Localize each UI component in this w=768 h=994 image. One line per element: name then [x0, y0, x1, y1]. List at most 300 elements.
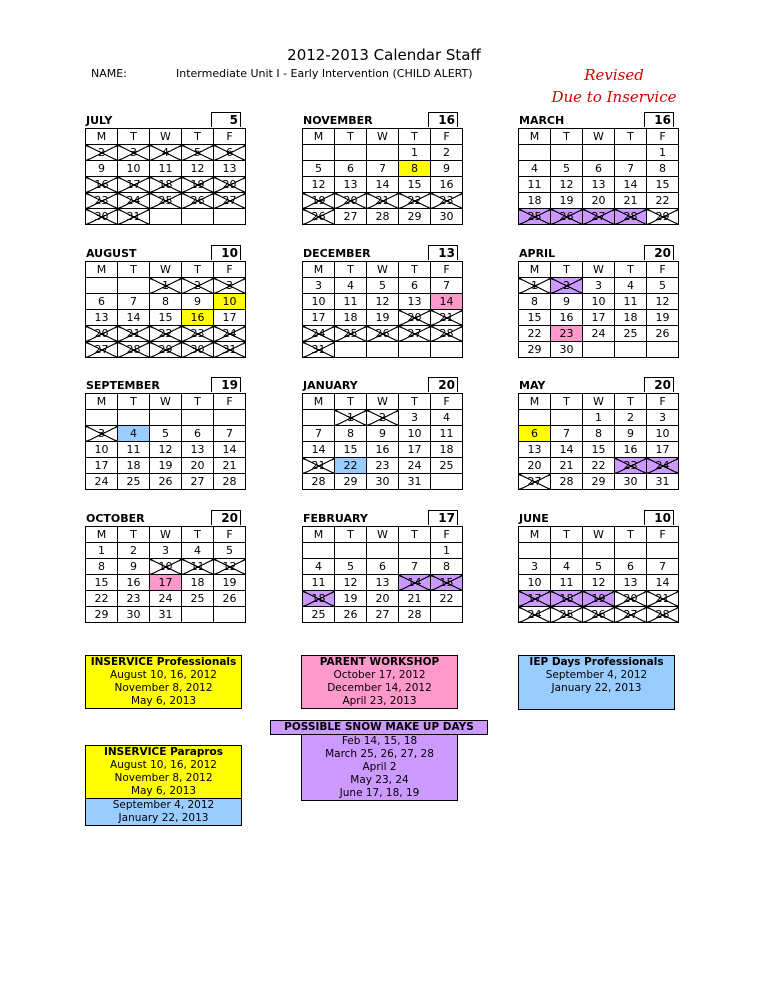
day-cell: 21	[214, 458, 246, 474]
day-cell: 5	[335, 559, 367, 575]
legend-parapros-iep	[86, 798, 241, 825]
day-cell	[214, 209, 246, 225]
day-cell: 31	[647, 474, 679, 490]
day-cell	[647, 342, 679, 358]
weekday-header: T	[615, 129, 647, 145]
day-cell: 27	[583, 209, 615, 225]
revised-note: Revised	[584, 66, 644, 84]
day-cell: 16	[431, 177, 463, 193]
day-cell: 26	[583, 607, 615, 623]
day-cell: 26	[551, 209, 583, 225]
weekday-header: F	[431, 129, 463, 145]
day-cell: 28	[118, 342, 150, 358]
legend-line: January 22, 2013	[551, 682, 642, 694]
day-cell: 6	[615, 559, 647, 575]
week-row	[86, 410, 246, 426]
legend-line: March 25, 26, 27, 28	[325, 748, 434, 760]
day-cell: 26	[647, 326, 679, 342]
day-cell	[615, 543, 647, 559]
day-cell: 27	[335, 209, 367, 225]
month-header	[85, 112, 241, 128]
day-cell: 6	[367, 559, 399, 575]
month-name: SEPTEMBER	[86, 379, 160, 392]
day-cell: 1	[647, 145, 679, 161]
day-cell: 23	[431, 193, 463, 209]
day-cell: 8	[86, 559, 118, 575]
day-cell: 26	[214, 591, 246, 607]
weekday-header: T	[551, 394, 583, 410]
day-cell: 17	[647, 442, 679, 458]
day-cell: 3	[519, 559, 551, 575]
month-day-count: 10	[211, 245, 241, 260]
month-header	[302, 245, 458, 261]
day-cell: 21	[118, 326, 150, 342]
week-row	[86, 326, 246, 342]
day-cell: 9	[182, 294, 214, 310]
weekday-header: T	[551, 262, 583, 278]
month-february	[302, 510, 458, 623]
month-name: MAY	[519, 379, 546, 392]
month-name: JANUARY	[303, 379, 358, 392]
week-row	[519, 145, 679, 161]
day-cell: 25	[519, 209, 551, 225]
day-cell: 19	[583, 591, 615, 607]
weekday-header: T	[551, 527, 583, 543]
day-cell: 15	[647, 177, 679, 193]
day-cell: 29	[399, 209, 431, 225]
day-cell: 12	[182, 161, 214, 177]
week-row	[303, 310, 463, 326]
weekday-header: M	[86, 129, 118, 145]
day-cell: 15	[86, 575, 118, 591]
day-cell: 24	[214, 326, 246, 342]
day-cell: 19	[214, 575, 246, 591]
day-cell: 22	[431, 591, 463, 607]
weekday-header: T	[551, 129, 583, 145]
day-cell: 7	[118, 294, 150, 310]
day-cell: 24	[303, 326, 335, 342]
day-cell: 24	[647, 458, 679, 474]
weekday-header: T	[118, 129, 150, 145]
day-cell: 21	[431, 310, 463, 326]
week-row	[519, 575, 679, 591]
weekday-header: W	[367, 262, 399, 278]
week-row	[519, 543, 679, 559]
day-cell: 16	[118, 575, 150, 591]
day-cell: 8	[335, 426, 367, 442]
day-cell: 18	[519, 193, 551, 209]
day-cell: 4	[303, 559, 335, 575]
day-cell: 12	[214, 559, 246, 575]
day-cell: 9	[615, 426, 647, 442]
day-cell: 6	[335, 161, 367, 177]
weekday-header: W	[150, 129, 182, 145]
month-september	[85, 377, 241, 490]
week-row	[303, 543, 463, 559]
day-cell: 21	[647, 591, 679, 607]
month-grid	[85, 526, 246, 623]
month-day-count: 20	[644, 377, 674, 392]
day-cell: 26	[335, 607, 367, 623]
week-row	[86, 543, 246, 559]
day-cell: 20	[583, 193, 615, 209]
day-cell: 12	[551, 177, 583, 193]
week-row	[519, 559, 679, 575]
month-august	[85, 245, 241, 358]
day-cell: 14	[615, 177, 647, 193]
weekday-header: F	[431, 527, 463, 543]
weekday-header: W	[367, 527, 399, 543]
day-cell: 4	[150, 145, 182, 161]
day-cell: 7	[367, 161, 399, 177]
weekday-header: T	[399, 394, 431, 410]
day-cell: 10	[303, 294, 335, 310]
day-cell: 2	[118, 543, 150, 559]
legend-inservice-professionals	[85, 655, 242, 709]
day-cell	[150, 410, 182, 426]
day-cell: 28	[214, 474, 246, 490]
day-cell: 11	[431, 426, 463, 442]
week-row	[519, 342, 679, 358]
day-cell: 2	[367, 410, 399, 426]
day-cell: 5	[303, 161, 335, 177]
day-cell: 20	[214, 177, 246, 193]
day-cell: 13	[182, 442, 214, 458]
day-cell: 15	[335, 442, 367, 458]
day-cell: 12	[583, 575, 615, 591]
month-day-count: 10	[644, 510, 674, 525]
weekday-header: T	[335, 262, 367, 278]
day-cell: 10	[647, 426, 679, 442]
day-cell: 19	[367, 310, 399, 326]
day-cell: 18	[150, 177, 182, 193]
weekday-header: T	[182, 262, 214, 278]
day-cell: 27	[182, 474, 214, 490]
week-row	[86, 310, 246, 326]
day-cell	[399, 543, 431, 559]
weekday-header: F	[431, 262, 463, 278]
weekday-header: M	[519, 394, 551, 410]
day-cell	[367, 543, 399, 559]
day-cell: 20	[519, 458, 551, 474]
day-cell: 10	[150, 559, 182, 575]
month-day-count: 16	[644, 112, 674, 127]
month-name: MARCH	[519, 114, 565, 127]
day-cell: 5	[150, 426, 182, 442]
legend-title: PARENT WORKSHOP	[319, 656, 440, 668]
day-cell: 11	[615, 294, 647, 310]
legend-line: August 10, 16, 2012	[110, 759, 217, 771]
day-cell: 31	[303, 342, 335, 358]
day-cell: 21	[303, 458, 335, 474]
day-cell: 3	[86, 426, 118, 442]
day-cell: 9	[551, 294, 583, 310]
week-row	[86, 575, 246, 591]
weekday-header: M	[86, 262, 118, 278]
day-cell: 10	[519, 575, 551, 591]
day-cell: 1	[86, 543, 118, 559]
legend-line: May 23, 24	[350, 774, 409, 786]
day-cell: 23	[367, 458, 399, 474]
weekday-header: M	[86, 527, 118, 543]
month-day-count: 20	[644, 245, 674, 260]
day-cell: 17	[583, 310, 615, 326]
day-cell: 13	[615, 575, 647, 591]
day-cell: 29	[86, 607, 118, 623]
day-cell: 18	[182, 575, 214, 591]
day-cell: 9	[86, 161, 118, 177]
day-cell: 12	[150, 442, 182, 458]
month-grid	[518, 128, 679, 225]
day-cell: 28	[647, 607, 679, 623]
name-value: Intermediate Unit I - Early Intervention (CHILD ALERT)	[176, 67, 473, 80]
day-cell: 16	[551, 310, 583, 326]
day-cell: 12	[303, 177, 335, 193]
day-cell: 5	[367, 278, 399, 294]
day-cell: 20	[182, 458, 214, 474]
month-header	[302, 377, 458, 393]
week-row	[303, 575, 463, 591]
day-cell	[335, 145, 367, 161]
week-row	[519, 426, 679, 442]
day-cell: 6	[399, 278, 431, 294]
day-cell: 19	[647, 310, 679, 326]
day-cell: 20	[86, 326, 118, 342]
day-cell: 26	[303, 209, 335, 225]
day-cell: 4	[519, 161, 551, 177]
day-cell: 12	[367, 294, 399, 310]
day-cell: 7	[551, 426, 583, 442]
day-cell: 7	[399, 559, 431, 575]
day-cell: 16	[86, 177, 118, 193]
day-cell: 27	[86, 342, 118, 358]
day-cell: 17	[303, 310, 335, 326]
legend-line: Feb 14, 15, 18	[341, 735, 418, 747]
day-cell: 23	[118, 591, 150, 607]
day-cell: 14	[399, 575, 431, 591]
day-cell: 6	[182, 426, 214, 442]
weekday-header: T	[399, 129, 431, 145]
day-cell: 1	[399, 145, 431, 161]
week-row	[519, 177, 679, 193]
day-cell: 11	[303, 575, 335, 591]
day-cell: 22	[86, 591, 118, 607]
day-cell: 6	[519, 426, 551, 442]
day-cell: 31	[399, 474, 431, 490]
month-day-count: 13	[428, 245, 458, 260]
day-cell: 11	[118, 442, 150, 458]
legend-iep-days	[518, 655, 675, 710]
day-cell: 4	[335, 278, 367, 294]
day-cell: 24	[118, 193, 150, 209]
day-cell	[583, 145, 615, 161]
day-cell	[335, 543, 367, 559]
week-row	[303, 326, 463, 342]
day-cell	[367, 342, 399, 358]
day-cell: 26	[182, 193, 214, 209]
day-cell	[367, 145, 399, 161]
day-cell: 5	[551, 161, 583, 177]
day-cell: 22	[583, 458, 615, 474]
day-cell: 15	[150, 310, 182, 326]
day-cell	[519, 145, 551, 161]
week-row	[519, 209, 679, 225]
week-row	[519, 294, 679, 310]
day-cell: 17	[150, 575, 182, 591]
month-december	[302, 245, 458, 358]
day-cell: 18	[615, 310, 647, 326]
legend-title: INSERVICE Parapros	[103, 746, 223, 758]
month-grid	[518, 261, 679, 358]
week-row	[519, 607, 679, 623]
day-cell: 27	[367, 607, 399, 623]
month-header	[518, 510, 674, 526]
weekday-header: T	[615, 394, 647, 410]
day-cell: 17	[86, 458, 118, 474]
day-cell: 25	[335, 326, 367, 342]
day-cell: 25	[182, 591, 214, 607]
day-cell: 1	[583, 410, 615, 426]
day-cell: 30	[118, 607, 150, 623]
day-cell: 25	[431, 458, 463, 474]
month-november	[302, 112, 458, 225]
weekday-header: T	[399, 527, 431, 543]
day-cell: 11	[150, 161, 182, 177]
weekday-header: W	[583, 262, 615, 278]
day-cell: 13	[335, 177, 367, 193]
day-cell	[214, 607, 246, 623]
weekday-header: W	[583, 527, 615, 543]
week-row	[86, 458, 246, 474]
day-cell: 1	[150, 278, 182, 294]
weekday-header: F	[214, 262, 246, 278]
day-cell: 1	[519, 278, 551, 294]
day-cell: 27	[399, 326, 431, 342]
week-row	[303, 442, 463, 458]
day-cell: 11	[519, 177, 551, 193]
legend-title: IEP Days Professionals	[529, 656, 664, 668]
weekday-header: F	[431, 394, 463, 410]
day-cell	[86, 410, 118, 426]
name-label: NAME:	[91, 67, 127, 80]
day-cell	[551, 145, 583, 161]
week-row	[303, 161, 463, 177]
day-cell: 5	[583, 559, 615, 575]
day-cell: 16	[615, 442, 647, 458]
week-row	[86, 426, 246, 442]
day-cell: 4	[551, 559, 583, 575]
weekday-header: W	[150, 527, 182, 543]
day-cell: 24	[150, 591, 182, 607]
day-cell: 22	[647, 193, 679, 209]
day-cell: 15	[431, 575, 463, 591]
day-cell: 11	[182, 559, 214, 575]
legend-line: October 17, 2012	[333, 669, 426, 681]
day-cell: 19	[551, 193, 583, 209]
day-cell: 16	[367, 442, 399, 458]
day-cell: 8	[399, 161, 431, 177]
day-cell: 25	[615, 326, 647, 342]
week-row	[519, 278, 679, 294]
week-row	[86, 442, 246, 458]
day-cell: 30	[431, 209, 463, 225]
day-cell: 2	[615, 410, 647, 426]
week-row	[519, 458, 679, 474]
day-cell: 8	[431, 559, 463, 575]
day-cell: 2	[431, 145, 463, 161]
day-cell: 23	[182, 326, 214, 342]
day-cell: 6	[583, 161, 615, 177]
day-cell: 6	[214, 145, 246, 161]
month-day-count: 5	[211, 112, 241, 127]
legend-line: November 8, 2012	[114, 772, 213, 784]
day-cell	[182, 410, 214, 426]
day-cell: 19	[182, 177, 214, 193]
day-cell	[335, 342, 367, 358]
day-cell: 29	[150, 342, 182, 358]
weekday-header: T	[182, 129, 214, 145]
week-row	[303, 209, 463, 225]
month-header	[85, 377, 241, 393]
month-header	[85, 510, 241, 526]
day-cell: 30	[551, 342, 583, 358]
month-april	[518, 245, 674, 358]
day-cell	[303, 145, 335, 161]
month-name: OCTOBER	[86, 512, 145, 525]
month-grid	[85, 128, 246, 225]
day-cell: 31	[118, 209, 150, 225]
day-cell: 16	[182, 310, 214, 326]
week-row	[303, 278, 463, 294]
week-row	[86, 607, 246, 623]
legend-snow-title: POSSIBLE SNOW MAKE UP DAYS	[270, 720, 488, 735]
day-cell: 3	[303, 278, 335, 294]
day-cell: 17	[214, 310, 246, 326]
day-cell: 24	[399, 458, 431, 474]
day-cell: 24	[583, 326, 615, 342]
day-cell: 5	[182, 145, 214, 161]
legend-line: June 17, 18, 19	[339, 787, 420, 799]
month-name: FEBRUARY	[303, 512, 368, 525]
day-cell: 18	[335, 310, 367, 326]
day-cell: 9	[118, 559, 150, 575]
week-row	[303, 193, 463, 209]
weekday-header: T	[118, 262, 150, 278]
day-cell: 7	[431, 278, 463, 294]
weekday-header: M	[519, 527, 551, 543]
day-cell	[583, 342, 615, 358]
day-cell	[431, 607, 463, 623]
day-cell: 10	[399, 426, 431, 442]
week-row	[303, 177, 463, 193]
day-cell	[182, 607, 214, 623]
month-july	[85, 112, 241, 225]
day-cell: 28	[431, 326, 463, 342]
week-row	[519, 310, 679, 326]
day-cell: 8	[519, 294, 551, 310]
weekday-header: F	[647, 262, 679, 278]
day-cell: 14	[551, 442, 583, 458]
day-cell: 14	[367, 177, 399, 193]
week-row	[519, 442, 679, 458]
month-grid	[302, 261, 463, 358]
day-cell: 14	[118, 310, 150, 326]
weekday-header: T	[335, 394, 367, 410]
month-grid	[85, 261, 246, 358]
week-row	[86, 294, 246, 310]
day-cell: 1	[431, 543, 463, 559]
month-day-count: 17	[428, 510, 458, 525]
